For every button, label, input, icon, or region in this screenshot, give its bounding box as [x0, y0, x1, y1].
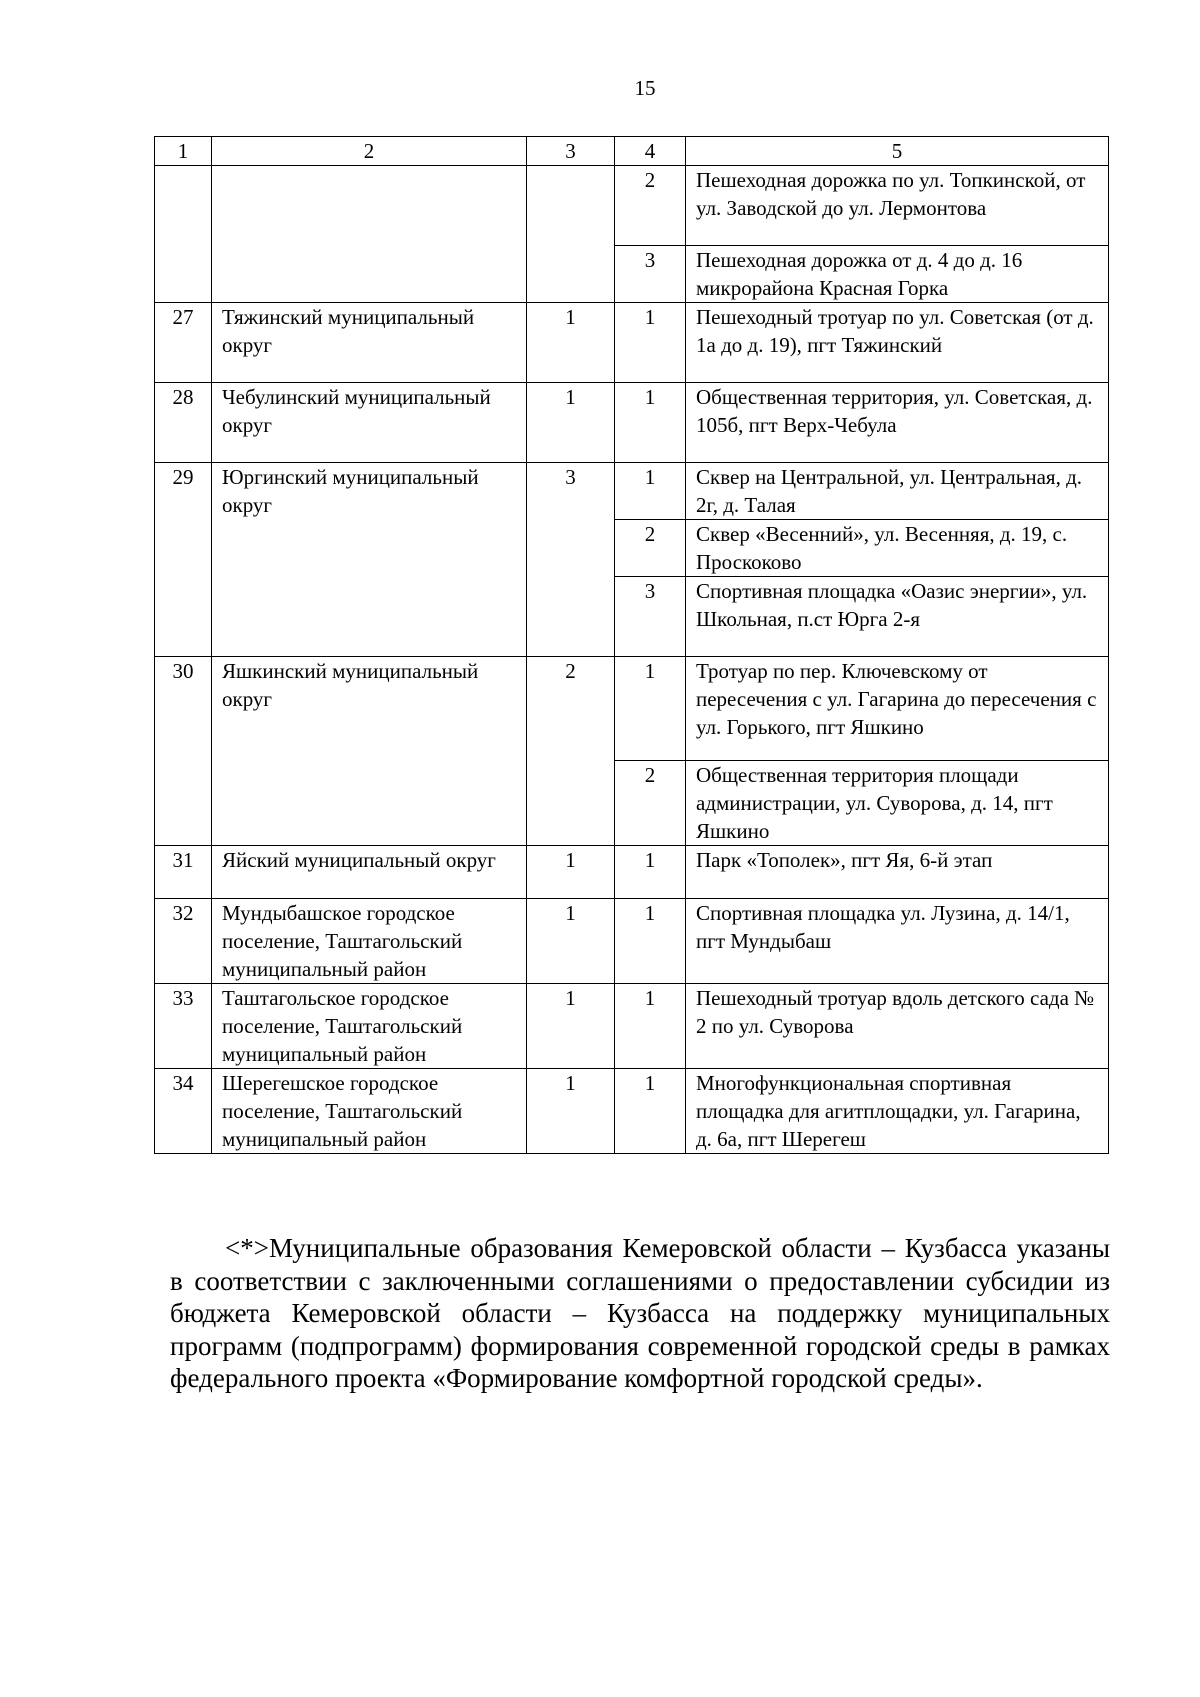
object-index: 1 [615, 1069, 686, 1154]
object-description: Спортивная площадка «Оазис энергии», ул. Школьная, п.ст Юрга 2-я [686, 577, 1109, 657]
object-index: 3 [615, 246, 686, 303]
object-description: Сквер «Весенний», ул. Весенняя, д. 19, с. Проскоково [686, 520, 1109, 577]
header-cell: 3 [527, 137, 615, 166]
object-index: 3 [615, 577, 686, 657]
row-number: 31 [155, 846, 212, 899]
object-index: 1 [615, 383, 686, 463]
object-description: Многофункциональная спортивная площадка для агитплощадки, ул. Гагарина, д. 6а, пгт Шерегеш [686, 1069, 1109, 1154]
municipality-name: Яйский муниципальный округ [212, 846, 527, 899]
object-count: 1 [527, 383, 615, 463]
table-header-row [155, 137, 1109, 166]
object-count: 1 [527, 303, 615, 383]
footnote: <*>Муниципальные образования Кемеровской области – Кузбасса указаны в соответствии с заключенными соглашениями о предоставлении субсидии из бюджета Кемеровской области – Кузбасса на поддержку муниципальных программ (подпрограмм) формирования современной городской среды в рамках федерального проекта «Формирование комфортной городской среды». [170, 1233, 1110, 1394]
table-row [155, 1069, 1109, 1154]
object-description: Тротуар по пер. Ключевскому от пересечения с ул. Гагарина до пересечения с ул. Горького, пгт Яшкино [686, 657, 1109, 761]
municipality-name: Чебулинский муниципальный округ [212, 383, 527, 463]
municipality-name: Юргинский муниципальный округ [212, 463, 527, 657]
object-index: 1 [615, 846, 686, 899]
page-number: 15 [634, 76, 656, 100]
municipality-name: Таштагольское городское поселение, Таштагольский муниципальный район [212, 984, 527, 1069]
row-number: 27 [155, 303, 212, 383]
table-row [155, 303, 1109, 383]
object-description: Спортивная площадка ул. Лузина, д. 14/1, пгт Мундыбаш [686, 899, 1109, 984]
object-count: 2 [527, 657, 615, 846]
table-row [155, 166, 1109, 246]
header-cell: 4 [615, 137, 686, 166]
object-description: Общественная территория, ул. Советская, д. 105б, пгт Верх-Чебула [686, 383, 1109, 463]
object-description: Парк «Тополек», пгт Яя, 6-й этап [686, 846, 1109, 899]
table-row [155, 383, 1109, 463]
table-row [155, 984, 1109, 1069]
object-count: 1 [527, 1069, 615, 1154]
municipality-name [212, 166, 527, 303]
object-index: 1 [615, 984, 686, 1069]
table-body [155, 137, 1109, 1154]
row-number: 30 [155, 657, 212, 846]
object-index: 2 [615, 520, 686, 577]
objects-table [154, 136, 1109, 1154]
object-description: Общественная территория площади администрации, ул. Суворова, д. 14, пгт Яшкино [686, 761, 1109, 846]
table-row [155, 657, 1109, 761]
object-index: 2 [615, 166, 686, 246]
row-number: 33 [155, 984, 212, 1069]
object-description: Пешеходный тротуар вдоль детского сада № 2 по ул. Суворова [686, 984, 1109, 1069]
object-index: 1 [615, 657, 686, 761]
object-description: Сквер на Центральной, ул. Центральная, д. 2г, д. Талая [686, 463, 1109, 520]
row-number: 32 [155, 899, 212, 984]
object-description: Пешеходный тротуар по ул. Советская (от д. 1а до д. 19), пгт Тяжинский [686, 303, 1109, 383]
header-cell: 1 [155, 137, 212, 166]
object-count: 1 [527, 899, 615, 984]
row-number: 29 [155, 463, 212, 657]
row-number: 28 [155, 383, 212, 463]
object-index: 1 [615, 899, 686, 984]
row-number: 34 [155, 1069, 212, 1154]
table-row [155, 899, 1109, 984]
municipality-name: Яшкинский муниципальный округ [212, 657, 527, 846]
object-description: Пешеходная дорожка от д. 4 до д. 16 микрорайона Красная Горка [686, 246, 1109, 303]
header-cell: 5 [686, 137, 1109, 166]
header-cell: 2 [212, 137, 527, 166]
object-index: 2 [615, 761, 686, 846]
object-count: 3 [527, 463, 615, 657]
object-index: 1 [615, 463, 686, 520]
object-count: 1 [527, 846, 615, 899]
municipality-name: Тяжинский муниципальный округ [212, 303, 527, 383]
object-count: 1 [527, 984, 615, 1069]
row-number [155, 166, 212, 303]
table-row [155, 463, 1109, 520]
table-row [155, 846, 1109, 899]
municipality-name: Шерегешское городское поселение, Таштагольский муниципальный район [212, 1069, 527, 1154]
object-description: Пешеходная дорожка по ул. Топкинской, от ул. Заводской до ул. Лермонтова [686, 166, 1109, 246]
object-count [527, 166, 615, 303]
municipality-name: Мундыбашское городское поселение, Таштагольский муниципальный район [212, 899, 527, 984]
object-index: 1 [615, 303, 686, 383]
